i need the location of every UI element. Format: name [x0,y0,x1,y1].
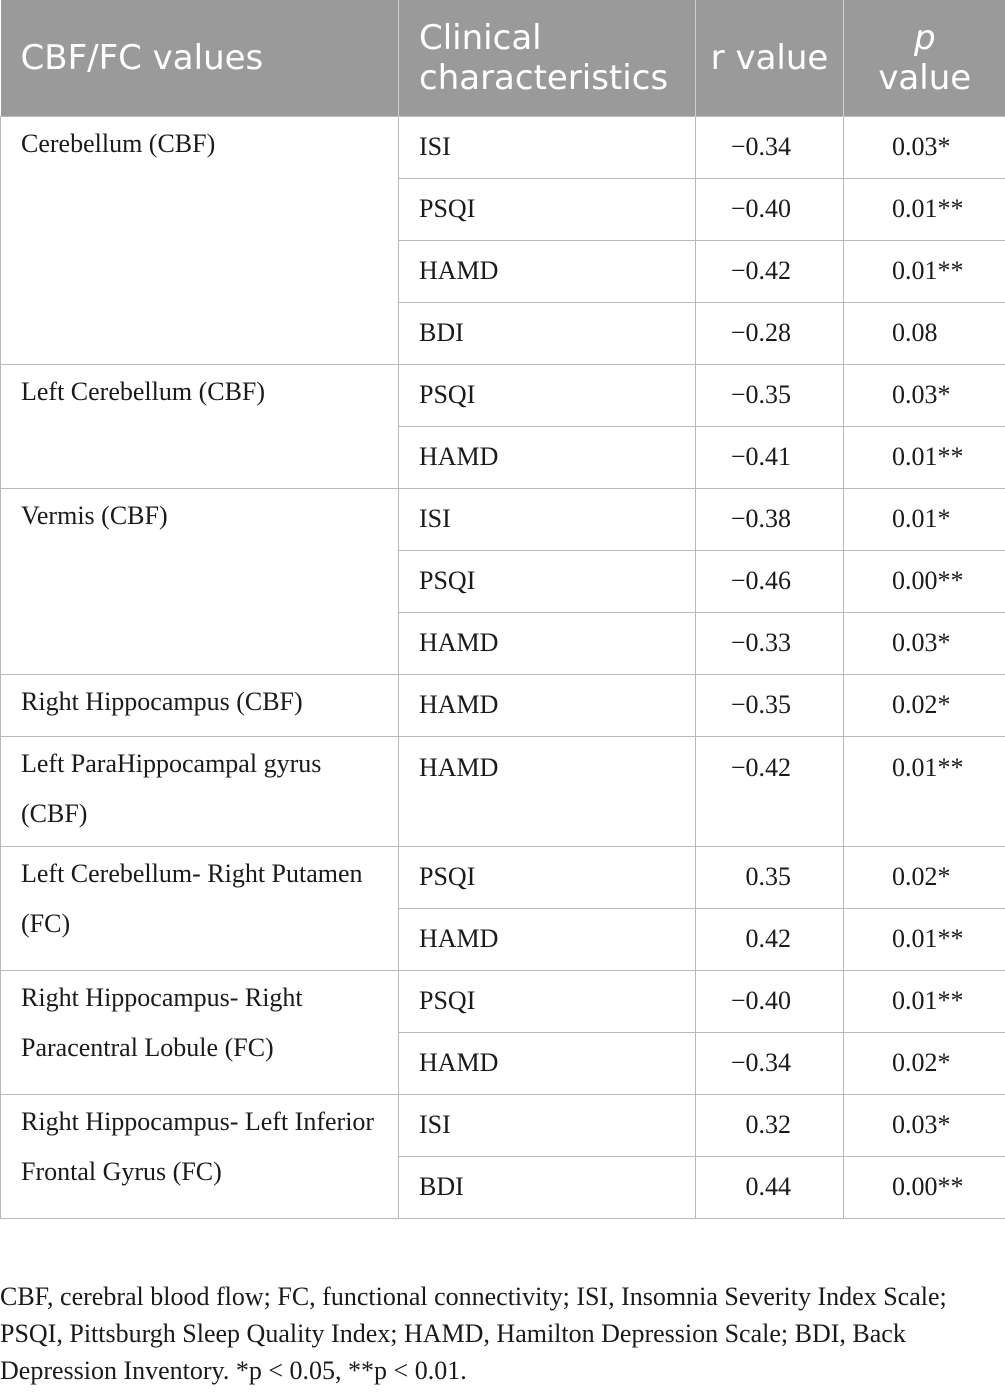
r-value-cell: 0.35 [696,846,844,908]
p-value-cell: 0.01* [844,488,1005,550]
p-value-cell: 0.00** [844,1156,1005,1218]
r-value-cell: −0.46 [696,550,844,612]
r-value-cell: −0.42 [696,736,844,846]
clinical-cell: HAMD [399,674,696,736]
clinical-cell: ISI [399,1094,696,1156]
r-value-cell: −0.40 [696,178,844,240]
table-row [1,970,1005,1032]
table-footnote: CBF, cerebral blood flow; FC, functional connectivity; ISI, Insomnia Severity Index Scale; PSQI, Pittsburgh Sleep Quality Index; HAMD, Hamilton Depression Scale; BDI, Back Depression Inventory. *p < 0.05, **p < 0.01. [0,1282,947,1385]
clinical-cell: HAMD [399,240,696,302]
r-value-cell: 0.44 [696,1156,844,1218]
r-value-cell: −0.38 [696,488,844,550]
region-label: Right Hippocampus- Right Paracentral Lobule (FC) [21,982,303,1062]
p-value-cell: 0.01** [844,426,1005,488]
r-value-cell: 0.32 [696,1094,844,1156]
region-label: Left Cerebellum- Right Putamen (FC) [21,858,363,938]
region-label: Left Cerebellum (CBF) [21,376,266,406]
r-value-cell: 0.42 [696,908,844,970]
clinical-cell: ISI [399,488,696,550]
table-body [1,116,1005,1218]
region-label: Left ParaHippocampal gyrus (CBF) [21,748,322,828]
clinical-cell: ISI [399,116,696,178]
r-value-cell: −0.40 [696,970,844,1032]
region-cell [1,364,399,488]
r-value-cell: −0.35 [696,674,844,736]
clinical-cell: PSQI [399,178,696,240]
p-value-cell: 0.03* [844,116,1005,178]
p-value-cell: 0.02* [844,1032,1005,1094]
region-label: Vermis (CBF) [21,500,168,530]
r-value-cell: −0.42 [696,240,844,302]
p-value-cell: 0.01** [844,908,1005,970]
r-value-cell: −0.33 [696,612,844,674]
region-label: Right Hippocampus (CBF) [21,686,303,716]
clinical-cell: PSQI [399,364,696,426]
header-p-value [844,0,1005,116]
region-cell [1,674,399,736]
clinical-cell: PSQI [399,846,696,908]
region-label: Cerebellum (CBF) [21,128,216,158]
table-row [1,846,1005,908]
clinical-cell: HAMD [399,736,696,846]
header-cbf-fc-values: CBF/FC values [1,0,399,116]
table-row [1,116,1005,178]
clinical-cell: HAMD [399,1032,696,1094]
p-value-cell: 0.08 [844,302,1005,364]
r-value-cell: −0.35 [696,364,844,426]
clinical-cell: BDI [399,302,696,364]
p-value-cell: 0.01** [844,240,1005,302]
p-value-cell: 0.01** [844,736,1005,846]
clinical-cell: HAMD [399,426,696,488]
table-row [1,364,1005,426]
p-value-cell: 0.01** [844,178,1005,240]
p-value-cell: 0.03* [844,1094,1005,1156]
r-value-cell: −0.41 [696,426,844,488]
table-row [1,736,1005,846]
table-header [1,0,1005,116]
clinical-cell: PSQI [399,970,696,1032]
header-p-value-word: value [878,57,972,98]
region-cell [1,1094,399,1218]
region-cell [1,846,399,970]
r-value-cell: −0.28 [696,302,844,364]
p-value-cell: 0.02* [844,674,1005,736]
table-row [1,1094,1005,1156]
clinical-cell: HAMD [399,908,696,970]
header-p-letter: p [913,17,936,58]
p-value-cell: 0.01** [844,970,1005,1032]
table-row [1,674,1005,736]
table-row [1,488,1005,550]
p-value-cell: 0.00** [844,550,1005,612]
r-value-cell: −0.34 [696,116,844,178]
r-value-cell: −0.34 [696,1032,844,1094]
clinical-cell: BDI [399,1156,696,1218]
clinical-cell: PSQI [399,550,696,612]
header-clinical-characteristics: Clinical characteristics [399,0,696,116]
region-cell [1,116,399,364]
region-cell [1,736,399,846]
region-label: Right Hippocampus- Left Inferior Frontal Gyrus (FC) [21,1106,375,1186]
region-cell [1,970,399,1094]
clinical-cell: HAMD [399,612,696,674]
region-cell [1,488,399,674]
header-r-value: r value [696,0,844,116]
p-value-cell: 0.03* [844,612,1005,674]
p-value-cell: 0.03* [844,364,1005,426]
p-value-cell: 0.02* [844,846,1005,908]
